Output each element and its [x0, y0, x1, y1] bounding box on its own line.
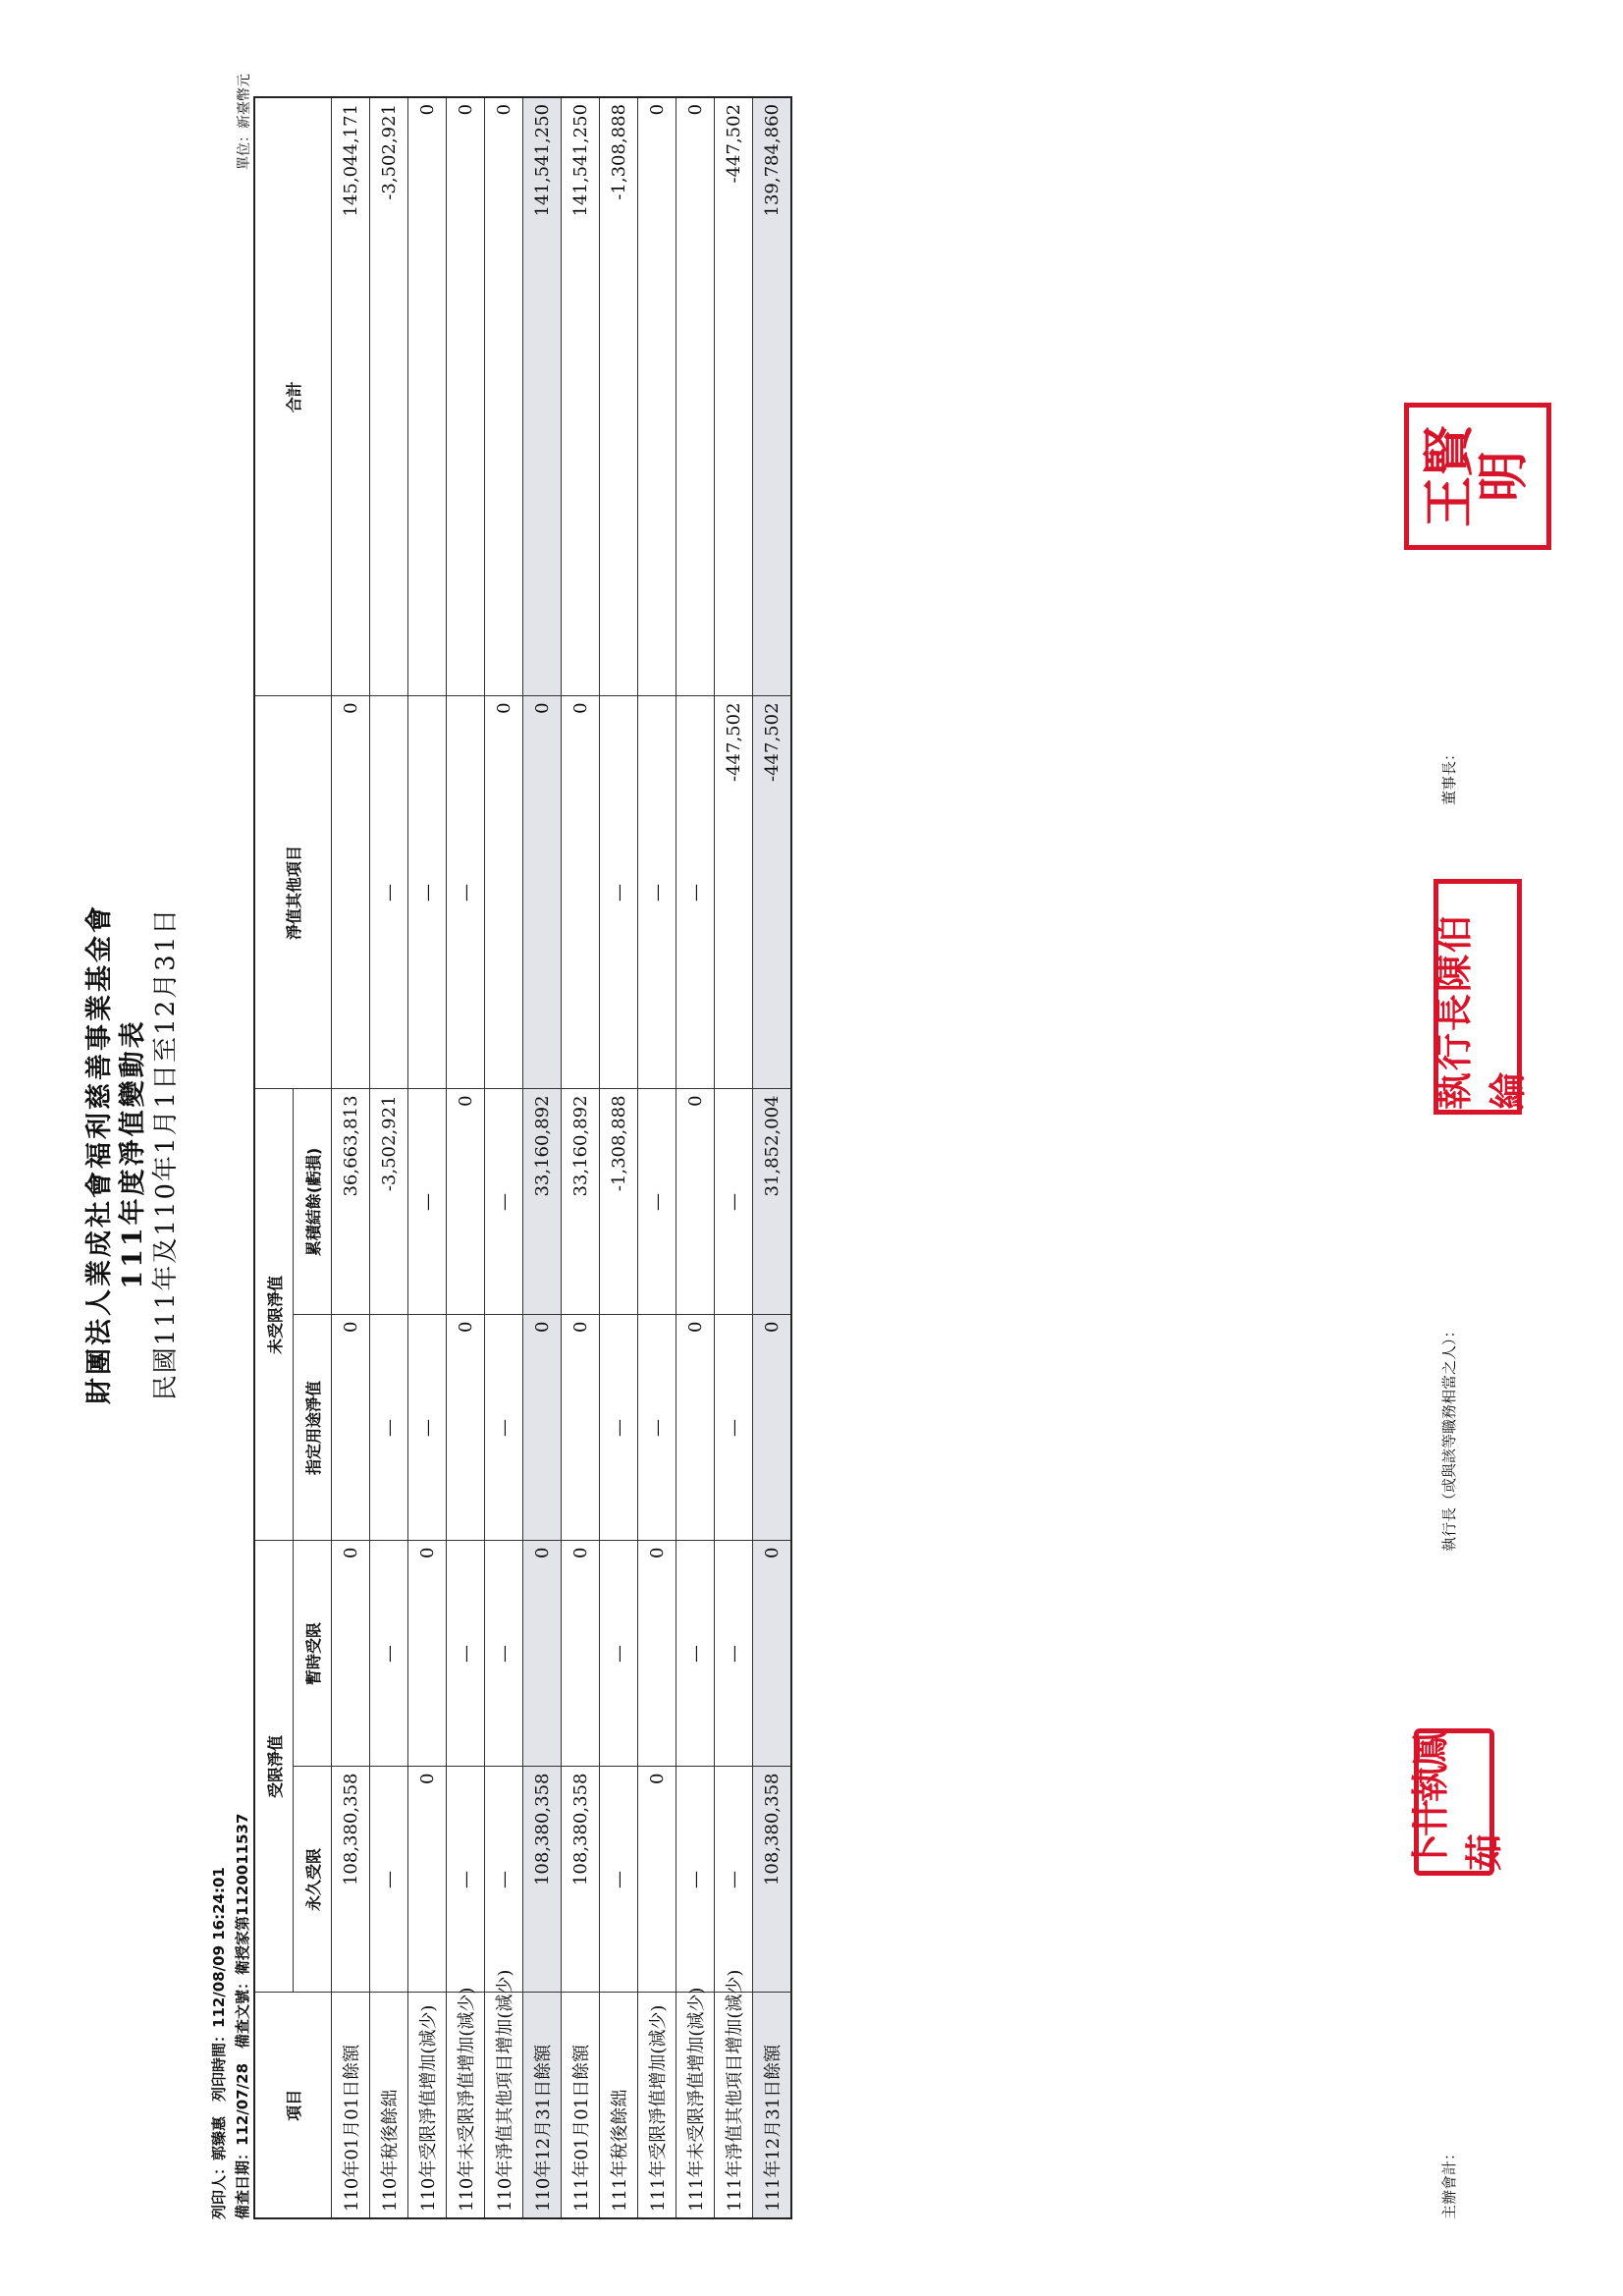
row-item: 110年12月31日餘額: [523, 1993, 562, 2218]
executive-seal: 執行長陳伯綸: [1434, 879, 1522, 1115]
cell-other: —: [408, 696, 447, 1089]
table-row: [408, 97, 447, 2218]
header-designated: 指定用途淨值: [294, 1315, 332, 1541]
report-period: 民國111年及110年1月1日至12月31日: [150, 906, 181, 1401]
header-permanent: 永久受限: [294, 1767, 332, 1993]
table-row: [600, 97, 638, 2218]
table-row: [676, 97, 715, 2218]
table-row: [370, 97, 408, 2218]
cell-temporary: 0: [408, 1541, 447, 1767]
row-item: 110年稅後餘絀: [370, 1993, 408, 2218]
cell-permanent: 0: [408, 1767, 447, 1993]
organization-name: 財團法人業成社會福利慈善事業基金會: [84, 903, 115, 1404]
cell-other: -447,502: [715, 696, 753, 1089]
cell-permanent: —: [600, 1767, 638, 1993]
cell-designated: 0: [447, 1315, 485, 1541]
cell-accumulated: 0: [676, 1089, 715, 1315]
cell-accumulated: —: [638, 1089, 676, 1315]
cell-other: 0: [562, 696, 600, 1089]
report-title: 111年度淨值變動表: [117, 1018, 148, 1289]
header-other: 淨值其他項目: [254, 696, 332, 1089]
cell-permanent: —: [676, 1767, 715, 1993]
filing-info: 備查日期：112/07/28 備查文號：衛授家第1120011537: [234, 1813, 251, 2219]
cell-permanent: —: [485, 1767, 523, 1993]
cell-permanent: —: [715, 1767, 753, 1993]
header-total: 合計: [254, 97, 332, 696]
cell-designated: —: [600, 1315, 638, 1541]
cell-permanent: 0: [638, 1767, 676, 1993]
cell-total: 0: [676, 97, 715, 696]
cell-designated: 0: [332, 1315, 370, 1541]
cell-other: —: [676, 696, 715, 1089]
row-item: 110年淨值其他項目增加(減少): [485, 1993, 523, 2218]
table-row: [447, 97, 485, 2218]
cell-designated: —: [715, 1315, 753, 1541]
cell-total: 0: [408, 97, 447, 696]
cell-temporary: 0: [523, 1541, 562, 1767]
cell-designated: —: [370, 1315, 408, 1541]
row-item: 111年受限淨值增加(減少): [638, 1993, 676, 2218]
cell-total: 0: [638, 97, 676, 696]
cell-temporary: 0: [638, 1541, 676, 1767]
table-row: [638, 97, 676, 2218]
header-item: 項目: [254, 1993, 332, 2218]
cell-other: -447,502: [753, 696, 792, 1089]
cell-designated: —: [638, 1315, 676, 1541]
row-item: 111年稅後餘絀: [600, 1993, 638, 2218]
cell-permanent: —: [370, 1767, 408, 1993]
cell-designated: 0: [753, 1315, 792, 1541]
cell-temporary: —: [715, 1541, 753, 1767]
cell-accumulated: 36,663,813: [332, 1089, 370, 1315]
title-block: [83, 49, 182, 2259]
cell-other: —: [638, 696, 676, 1089]
cell-designated: 0: [523, 1315, 562, 1541]
cell-temporary: 0: [753, 1541, 792, 1767]
cell-designated: —: [408, 1315, 447, 1541]
cell-accumulated: 33,160,892: [523, 1089, 562, 1315]
cell-total: -447,502: [715, 97, 753, 696]
accountant-seal: 卜卄執鳳茹: [1414, 1728, 1494, 1876]
cell-other: —: [447, 696, 485, 1089]
row-item: 111年01月01日餘額: [562, 1993, 600, 2218]
cell-designated: —: [485, 1315, 523, 1541]
cell-accumulated: —: [485, 1089, 523, 1315]
chairman-seal: 王賢明: [1404, 403, 1551, 550]
row-item: 111年淨值其他項目增加(減少): [715, 1993, 753, 2218]
cell-temporary: —: [600, 1541, 638, 1767]
cell-other: 0: [523, 696, 562, 1089]
cell-accumulated: —: [715, 1089, 753, 1315]
header-restricted: 受限淨值: [254, 1541, 294, 1993]
cell-permanent: 108,380,358: [753, 1767, 792, 1993]
table-row: [485, 97, 523, 2218]
header-temporary: 暫時受限: [294, 1541, 332, 1767]
table-row: [562, 97, 600, 2218]
rotated-document: [39, 49, 1571, 2259]
cell-other: 0: [332, 696, 370, 1089]
cell-other: —: [600, 696, 638, 1089]
row-item: 110年受限淨值增加(減少): [408, 1993, 447, 2218]
cell-accumulated: 31,852,004: [753, 1089, 792, 1315]
table-row: [523, 97, 562, 2218]
currency-unit: 單位：新臺幣元: [237, 74, 252, 170]
cell-temporary: —: [485, 1541, 523, 1767]
cell-other: —: [370, 696, 408, 1089]
cell-total: 141,541,250: [523, 97, 562, 696]
header-unrestricted: 未受限淨值: [254, 1089, 294, 1541]
cell-designated: 0: [562, 1315, 600, 1541]
table-row: [753, 97, 792, 2218]
header-accumulated: 累積結餘(虧損): [294, 1089, 332, 1315]
cell-temporary: —: [447, 1541, 485, 1767]
cell-total: 0: [447, 97, 485, 696]
chairman-signature-label: 董事長：: [1440, 745, 1458, 805]
cell-permanent: 108,380,358: [562, 1767, 600, 1993]
row-item: 110年未受限淨值增加(減少): [447, 1993, 485, 2218]
cell-accumulated: —: [408, 1089, 447, 1315]
cell-accumulated: 33,160,892: [562, 1089, 600, 1315]
cell-total: 145,044,171: [332, 97, 370, 696]
cell-permanent: 108,380,358: [523, 1767, 562, 1993]
net-value-table: [253, 96, 792, 2219]
cell-accumulated: -1,308,888: [600, 1089, 638, 1315]
cell-designated: 0: [676, 1315, 715, 1541]
cell-total: 0: [485, 97, 523, 696]
print-info: 列印人：郭臻惠 列印時間：112/08/09 16:24:01: [210, 1867, 228, 2219]
cell-total: 139,784,860: [753, 97, 792, 696]
executive-signature-label: 執行長（或與該等職務相當之人）：: [1440, 1323, 1458, 1552]
cell-permanent: —: [447, 1767, 485, 1993]
row-item: 110年01月01日餘額: [332, 1993, 370, 2218]
cell-other: 0: [485, 696, 523, 1089]
row-item: 111年12月31日餘額: [753, 1993, 792, 2218]
cell-total: -1,308,888: [600, 97, 638, 696]
cell-temporary: 0: [562, 1541, 600, 1767]
cell-permanent: 108,380,358: [332, 1767, 370, 1993]
cell-temporary: 0: [332, 1541, 370, 1767]
row-item: 111年未受限淨值增加(減少): [676, 1993, 715, 2218]
cell-total: -3,502,921: [370, 97, 408, 696]
table-row: [332, 97, 370, 2218]
cell-accumulated: 0: [447, 1089, 485, 1315]
cell-total: 141,541,250: [562, 97, 600, 696]
table-row: [715, 97, 753, 2218]
cell-temporary: —: [370, 1541, 408, 1767]
cell-accumulated: -3,502,921: [370, 1089, 408, 1315]
cell-temporary: —: [676, 1541, 715, 1767]
accountant-signature-label: 主辦會計：: [1440, 2145, 1458, 2219]
